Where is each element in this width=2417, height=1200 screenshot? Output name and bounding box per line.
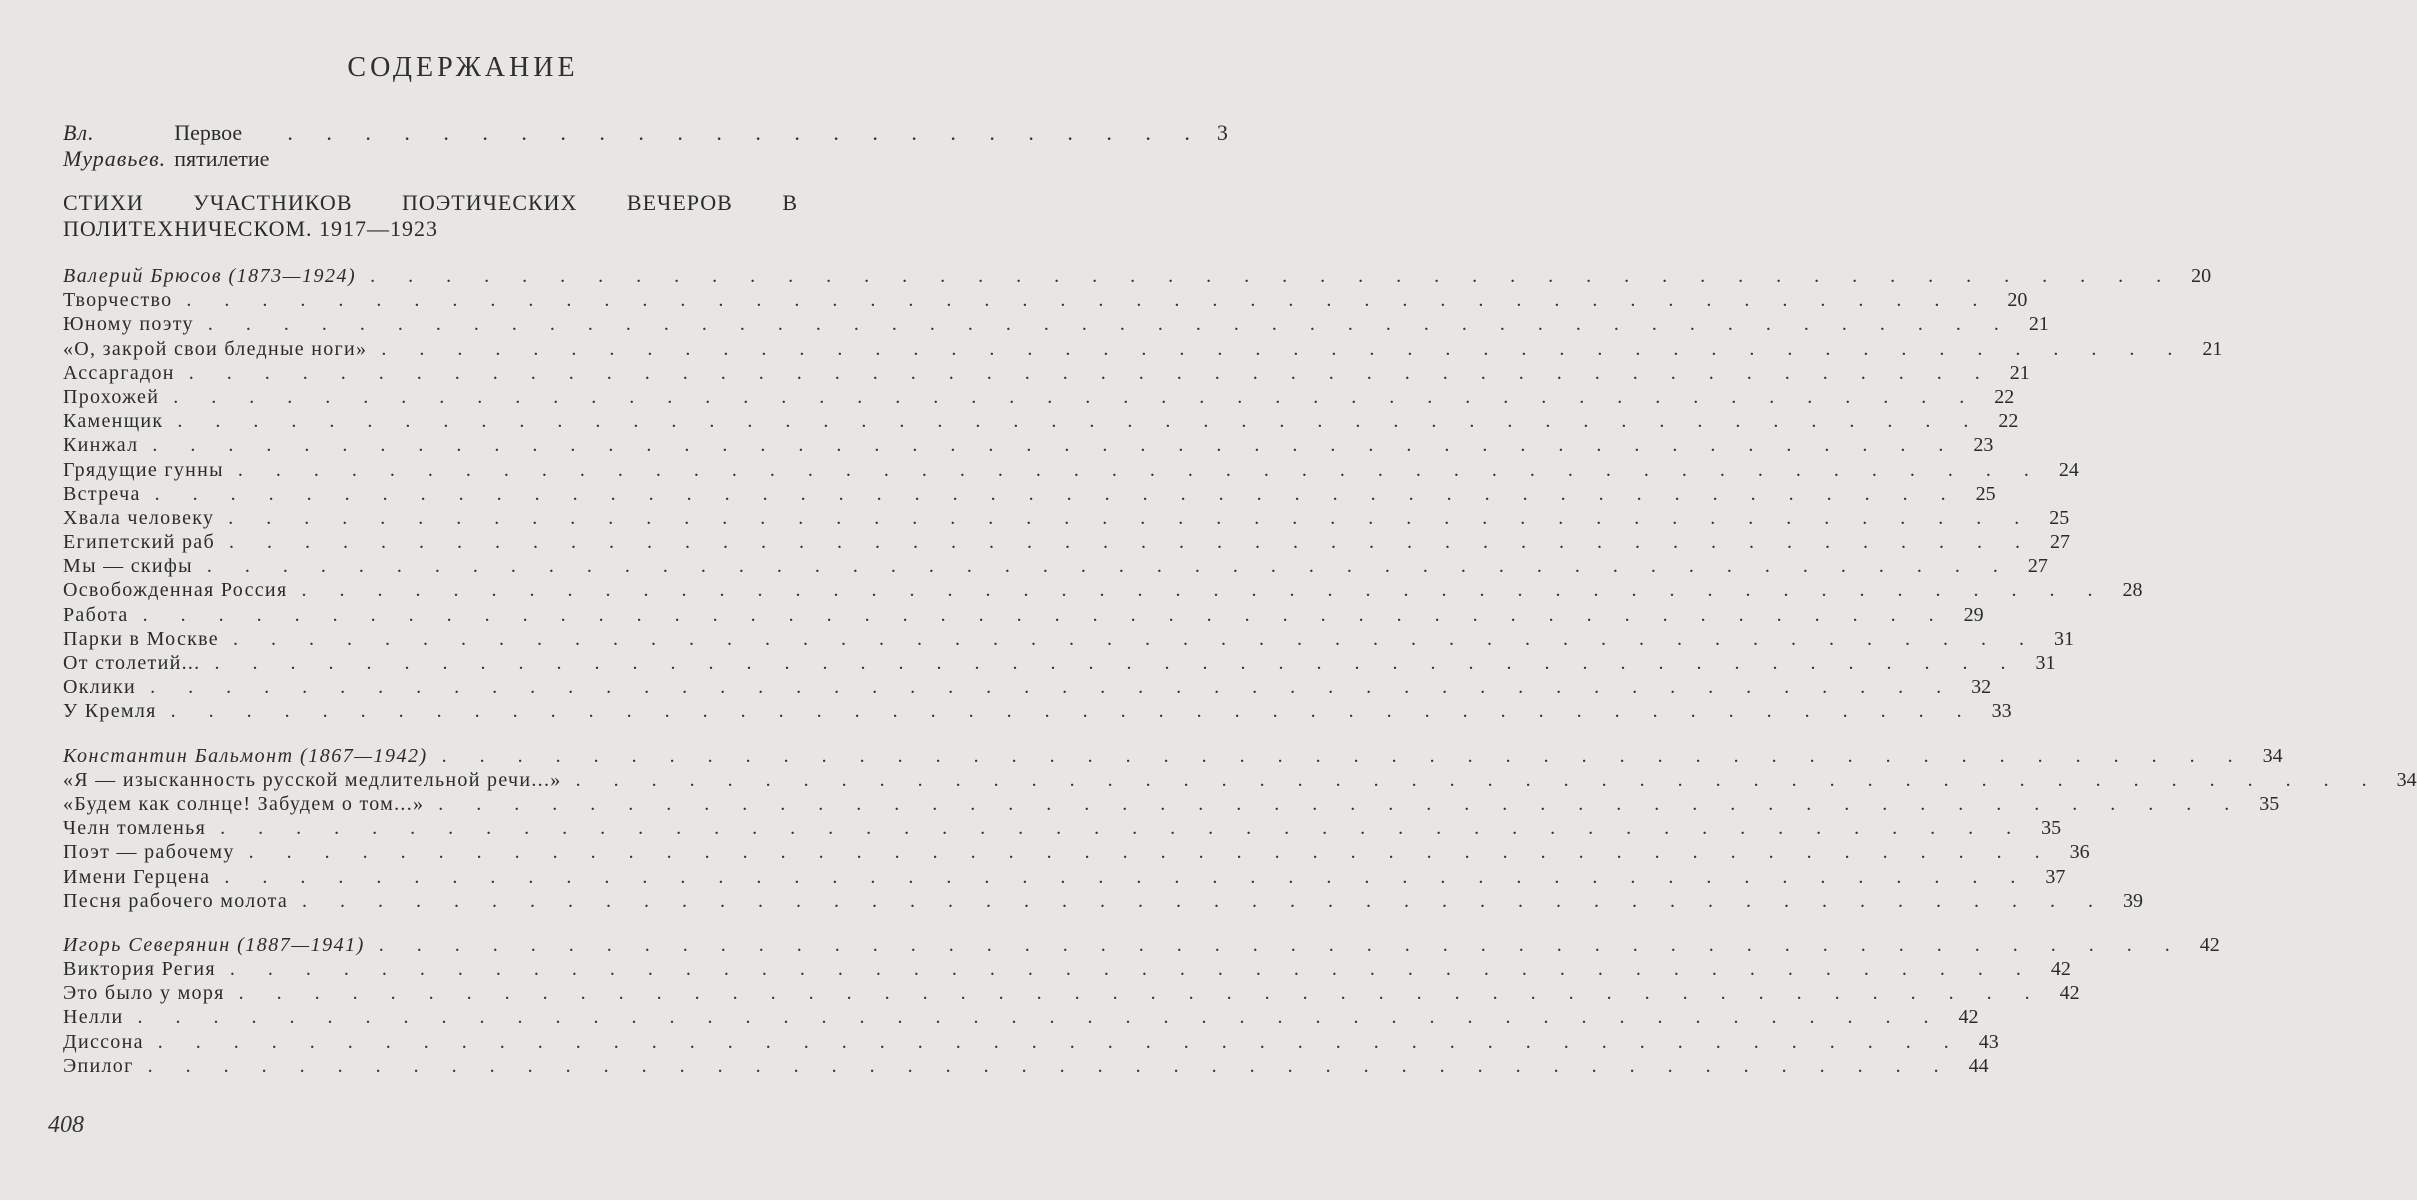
dot-leader: . . . . . . . . . . . . . . . . . . . . . . . . . . . . . . . . . . . . . . . . . . . . . . . . [301,579,2107,602]
poem-title: Челн томленья [63,817,207,840]
toc-entry [63,816,2062,840]
dot-leader: . . . . . . . . . . . . . . . . . . . . . . . . . . . . . . . . . . . . . . . . . . . . . . . . [173,385,1979,408]
dot-leader: . . . . . . . . . . . . . . . . . . . . . . . . [287,120,1204,145]
poem-title: Оклики [63,676,137,699]
page-number: 42 [1958,1006,1979,1029]
page-number: 34 [2396,768,2417,791]
poem-title: Нелли [63,1006,124,1029]
poem-title: Это было у моря [63,982,225,1005]
page-number: 25 [1975,482,1996,505]
dot-leader: . . . . . . . . . . . . . . . . . . . . . . . . . . . . . . . . . . . . . . . . . . . . . . . . [186,289,1992,312]
page-number: 27 [2049,531,2070,554]
poet-name: Игорь Северянин (1887—1941) [63,933,365,956]
page-number: 28 [2122,579,2143,602]
dot-leader: . . . . . . . . . . . . . . . . . . . . . . . . . . . . . . . . . . . . . . . . . . . . . . . . [438,792,2244,815]
toc-entry [63,840,2090,864]
page-number: 27 [2027,555,2048,578]
page-number: 33 [1991,700,2012,723]
page-number: 31 [2035,652,2056,674]
page-number: 35 [2041,817,2062,840]
dot-leader: . . . . . . . . . . . . . . . . . . . . . . . . . . . . . . . . . . . . . . . . . . . . . . . . [441,744,2247,767]
page-number: 29 [1963,603,1984,626]
poem-title: Мы — скифы [63,555,193,578]
toc-entry [63,865,2066,889]
dot-leader: . . . . . . . . . . . . . . . . . . . . . . . . . . . . . . . . . . . . . . . . . . . . . . . . [214,652,2020,674]
poem-title: Юному поэту [63,313,194,336]
dot-leader: . . . . . . . . . . . . . . . . . . . . . . . . . . . . . . . . . . . . . . . . . . . . . . . . [150,676,1956,699]
toc-entry [63,627,2074,651]
dot-leader: . . . . . . . . . . . . . . . . . . . . . . . . . . . . . . . . . . . . . . . . . . . . . . . . [229,958,2035,981]
page-number: 31 [2053,627,2074,650]
toc-entry [63,433,1994,457]
poem-title: От столетий... [63,652,201,674]
page-number: 22 [1994,385,2015,408]
page-number: 24 [2058,458,2079,481]
page-number: 37 [2045,865,2066,888]
toc-entry [63,288,2028,312]
poet-name: Валерий Брюсов (1873—1924) [63,265,357,287]
toc-entry [63,699,2012,723]
table-of-contents [63,264,2417,1098]
page-number: 21 [2009,361,2030,384]
page-number: 44 [1968,1054,1989,1077]
dot-leader: . . . . . . . . . . . . . . . . . . . . . . . . . . . . . . . . . . . . . . . . . . . . . . . . [575,768,2381,791]
dot-leader: . . . . . . . . . . . . . . . . . . . . . . . . . . . . . . . . . . . . . . . . . . . . . . . . [381,337,2187,360]
toc-entry [63,385,2015,409]
poem-title: У Кремля [63,700,157,723]
poem-title: Встреча [63,482,141,505]
page-number: 42 [2059,982,2080,1005]
poem-title: Работа [63,603,129,626]
poem-title: Виктория Регия [63,958,216,981]
toc-entry [63,889,2144,913]
poem-title: Поэт — рабочему [63,841,235,864]
toc-entry [63,337,2223,361]
toc-entry [63,768,2417,792]
poet-section [63,744,2417,913]
toc-entry [63,578,2143,602]
poem-title: Прохожей [63,385,160,408]
dot-leader: . . . . . . . . . . . . . . . . . . . . . . . . . . . . . . . . . . . . . . . . . . . . . . . . [170,700,1976,723]
toc-entry [63,1005,1979,1029]
poem-title: Парки в Москве [63,627,219,650]
poet-section [63,264,2223,724]
dot-leader: . . . . . . . . . . . . . . . . . . . . . . . . . . . . . . . . . . . . . . . . . . . . . . . . [220,817,2026,840]
page-number: 34 [2262,744,2283,767]
poem-title: Песня рабочего молота [63,889,289,912]
poem-title: Ассаргадон [63,361,175,384]
preface-title: Первое пятилетие [174,120,270,171]
poem-title: Египетский раб [63,531,215,554]
dot-leader: . . . . . . . . . . . . . . . . . . . . . . . . . . . . . . . . . . . . . . . . . . . . . . . . [228,531,2034,554]
dot-leader: . . . . . . . . . . . . . . . . . . . . . . . . . . . . . . . . . . . . . . . . . . . . . . . . [238,982,2044,1005]
dot-leader: . . . . . . . . . . . . . . . . . . . . . . . . . . . . . . . . . . . . . . . . . . . . . . . . [137,1006,1943,1029]
poem-title: Диссона [63,1030,144,1053]
poem-title: Творчество [63,289,173,312]
toc-entry [63,675,1992,699]
page-number: 25 [2049,506,2070,529]
dot-leader: . . . . . . . . . . . . . . . . . . . . . . . . . . . . . . . . . . . . . . . . . . . . . . . . [188,361,1994,384]
page-number: 20 [2191,265,2212,287]
dot-leader: . . . . . . . . . . . . . . . . . . . . . . . . . . . . . . . . . . . . . . . . . . . . . . . . [228,506,2034,529]
dot-leader: . . . . . . . . . . . . . . . . . . . . . . . . . . . . . . . . . . . . . . . . . . . . . . . . [206,555,2012,578]
poet-heading-row [63,744,2283,768]
page-number: 22 [1998,410,2019,433]
dot-leader: . . . . . . . . . . . . . . . . . . . . . . . . . . . . . . . . . . . . . . . . . . . . . . . . [370,265,2176,287]
toc-entry [63,981,2080,1005]
poem-title: Имени Герцена [63,865,211,888]
dot-leader: . . . . . . . . . . . . . . . . . . . . . . . . . . . . . . . . . . . . . . . . . . . . . . . . [224,865,2030,888]
toc-entry [63,792,2280,816]
poem-title: «О, закрой свои бледные ноги» [63,337,368,360]
poem-title: Каменщик [63,410,164,433]
poem-title: «Будем как солнце! Забудем о том...» [63,792,425,815]
dot-leader: . . . . . . . . . . . . . . . . . . . . . . . . . . . . . . . . . . . . . . . . . . . . . . . . [207,313,2013,336]
toc-entry [63,1030,1999,1054]
page-number: 42 [2050,958,2071,981]
section-heading: СТИХИ УЧАСТНИКОВ ПОЭТИЧЕСКИХ ВЕЧЕРОВ В ПОЛИТЕХНИЧЕСКОМ. 1917—1923 [63,190,798,241]
page-number: 32 [1971,676,1992,699]
dot-leader: . . . . . . . . . . . . . . . . . . . . . . . . . . . . . . . . . . . . . . . . . . . . . . . . [157,1030,1963,1053]
dot-leader: . . . . . . . . . . . . . . . . . . . . . . . . . . . . . . . . . . . . . . . . . . . . . . . . [237,458,2043,481]
poet-heading-row [63,264,2212,288]
toc-entry [63,1054,1989,1078]
poem-title: Эпилог [63,1054,134,1077]
poet-heading-row [63,933,2220,957]
dot-leader: . . . . . . . . . . . . . . . . . . . . . . . . . . . . . . . . . . . . . . . . . . . . . . . . [232,627,2038,650]
toc-entry [63,361,2030,385]
toc-entry [63,603,1984,627]
dot-leader: . . . . . . . . . . . . . . . . . . . . . . . . . . . . . . . . . . . . . . . . . . . . . . . . [142,603,1948,626]
poem-title: Хвала человеку [63,506,215,529]
poem-title: «Я — изысканность русской медлительной речи...» [63,768,562,791]
preface-entry [63,120,1228,172]
dot-leader: . . . . . . . . . . . . . . . . . . . . . . . . . . . . . . . . . . . . . . . . . . . . . . . . [147,1054,1953,1077]
toc-entry [63,312,2049,336]
dot-leader: . . . . . . . . . . . . . . . . . . . . . . . . . . . . . . . . . . . . . . . . . . . . . . . . [378,933,2184,956]
dot-leader: . . . . . . . . . . . . . . . . . . . . . . . . . . . . . . . . . . . . . . . . . . . . . . . . [154,482,1960,505]
dot-leader: . . . . . . . . . . . . . . . . . . . . . . . . . . . . . . . . . . . . . . . . . . . . . . . . [152,434,1958,457]
poem-title: Кинжал [63,434,139,457]
toc-entry [63,957,2071,981]
toc-entry [63,530,2070,554]
page-number: 20 [2007,289,2028,312]
page-title: СОДЕРЖАНИЕ [347,52,579,83]
dot-leader: . . . . . . . . . . . . . . . . . . . . . . . . . . . . . . . . . . . . . . . . . . . . . . . . [302,889,2108,912]
toc-entry [63,482,1996,506]
page-number: 39 [2123,889,2144,912]
page-number: 35 [2259,792,2280,815]
page-number: 21 [2028,313,2049,336]
dot-leader: . . . . . . . . . . . . . . . . . . . . . . . . . . . . . . . . . . . . . . . . . . . . . . . . [177,410,1983,433]
toc-entry [63,651,2056,675]
page-number: 21 [2202,337,2223,360]
preface-page-number: 3 [1216,120,1228,145]
page-number: 23 [1973,434,1994,457]
poem-title: Освобожденная Россия [63,579,288,602]
toc-entry [63,409,2019,433]
poet-name: Константин Бальмонт (1867—1942) [63,744,428,767]
toc-entry [63,458,2079,482]
poem-title: Грядущие гунны [63,458,224,481]
toc-entry [63,554,2048,578]
page-number: 36 [2069,841,2090,864]
preface-author: Вл. Муравьев. [63,120,167,171]
toc-entry [63,506,2070,530]
page-number: 43 [1978,1030,1999,1053]
poet-section [63,933,2220,1078]
page-folio: 408 [48,1112,84,1138]
page-number: 42 [2199,933,2220,956]
dot-leader: . . . . . . . . . . . . . . . . . . . . . . . . . . . . . . . . . . . . . . . . . . . . . . . . [248,841,2054,864]
